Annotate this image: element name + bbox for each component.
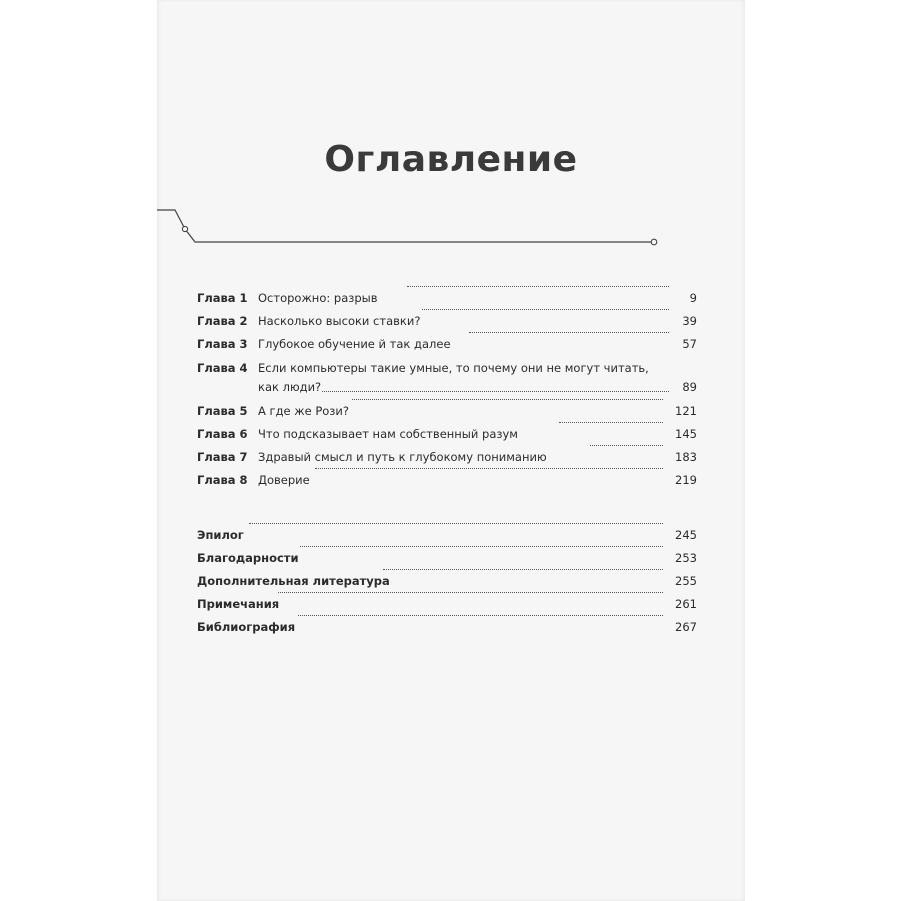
page-number: 9 bbox=[689, 291, 697, 305]
dot-leader bbox=[469, 332, 669, 333]
chapter-title: Что подсказывает нам собственный разум bbox=[258, 427, 518, 441]
chapter-title: Доверие bbox=[258, 473, 310, 487]
page-number: 183 bbox=[675, 450, 697, 464]
dot-leader bbox=[300, 546, 663, 547]
dot-leader bbox=[278, 592, 663, 593]
chapter-label: Глава 6 bbox=[197, 427, 248, 441]
chapter-title: А где же Рози? bbox=[258, 404, 350, 418]
chapter-title: Насколько высоки ставки? bbox=[258, 314, 421, 328]
page-number: 121 bbox=[675, 404, 697, 418]
table-of-contents bbox=[197, 0, 697, 901]
chapter-title: Осторожно: разрыв bbox=[258, 291, 378, 305]
page-number: 261 bbox=[675, 597, 697, 611]
dot-leader bbox=[590, 445, 663, 446]
chapter-label: Глава 7 bbox=[197, 450, 248, 464]
page-number: 89 bbox=[682, 380, 697, 394]
chapter-title: Здравый смысл и путь к глубокому пониманию bbox=[258, 450, 547, 464]
chapter-label: Глава 2 bbox=[197, 314, 248, 328]
chapter-label: Глава 8 bbox=[197, 473, 248, 487]
section-label: Эпилог bbox=[197, 528, 244, 542]
book-page bbox=[157, 0, 745, 901]
page-number: 39 bbox=[682, 314, 697, 328]
chapter-label: Глава 3 bbox=[197, 337, 248, 351]
page-number: 245 bbox=[675, 528, 697, 542]
chapter-label: Глава 4 bbox=[197, 361, 248, 375]
chapter-label: Глава 5 bbox=[197, 404, 248, 418]
page-number: 255 bbox=[675, 574, 697, 588]
section-label: Благодарности bbox=[197, 551, 299, 565]
section-label: Дополнительная литература bbox=[197, 574, 390, 588]
page-number: 145 bbox=[675, 427, 697, 441]
toc-row-chapter-4[interactable] bbox=[197, 360, 697, 396]
dot-leader bbox=[249, 523, 663, 524]
page-number: 253 bbox=[675, 551, 697, 565]
page-title: Оглавление bbox=[324, 139, 578, 180]
page-number: 267 bbox=[675, 620, 697, 634]
section-label: Примечания bbox=[197, 597, 280, 611]
dot-leader bbox=[298, 615, 663, 616]
page-number: 57 bbox=[682, 337, 697, 351]
dot-leader bbox=[315, 468, 663, 469]
chapter-title-line-2: как люди? bbox=[258, 380, 322, 394]
dot-leader bbox=[322, 391, 669, 392]
dot-leader bbox=[422, 309, 669, 310]
chapter-title: Глубокое обучение й так далее bbox=[258, 337, 451, 351]
chapter-label: Глава 1 bbox=[197, 291, 248, 305]
dot-leader bbox=[352, 399, 663, 400]
dot-leader bbox=[383, 569, 663, 570]
dot-leader bbox=[407, 286, 669, 287]
page-number: 219 bbox=[675, 473, 697, 487]
chapter-title-line-1: Если компьютеры такие умные, то почему они не могут читать, bbox=[258, 361, 649, 375]
dot-leader bbox=[559, 422, 663, 423]
section-label: Библиография bbox=[197, 620, 296, 634]
